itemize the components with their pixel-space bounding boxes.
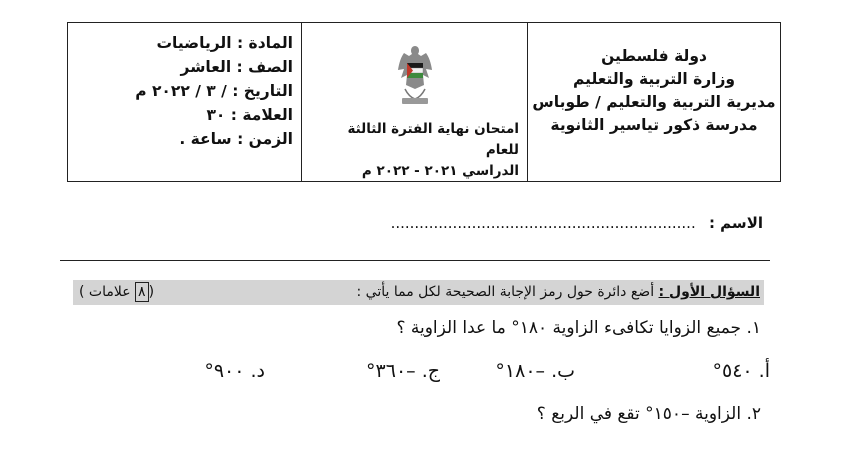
option-d[interactable]: د. ٩٠٠°: [204, 360, 265, 382]
header-state-name: دولة فلسطين: [601, 47, 707, 65]
header-subject-cell: [68, 23, 301, 181]
subject-line: المادة : الرياضيات: [156, 34, 293, 52]
palestine-eagle-emblem-icon: [390, 43, 440, 109]
header-ministry-name: وزارة التربية والتعليم: [572, 70, 736, 88]
header-ministry-cell: [527, 23, 780, 181]
student-name-row: [380, 214, 763, 232]
time-line: الزمن : ساعة .: [179, 130, 293, 148]
grade-line: الصف : العاشر: [180, 58, 293, 76]
header-school-name: مدرسة ذكور تياسير الثانوية: [550, 116, 758, 134]
marks-open-paren: (: [148, 284, 155, 300]
date-line: التاريخ : / ٣ / ٢٠٢٢ م: [135, 82, 293, 100]
question-one-instruction: أضع دائرة حول رمز الإجابة الصحيحة لكل مما يأتي :: [356, 284, 655, 300]
mark-line: العلامة : ٣٠: [206, 106, 293, 124]
name-fill-line[interactable]: ................................................................: [390, 214, 696, 232]
question-item-2: ٢. الزاوية –١٥٠° تقع في الربع ؟: [536, 404, 761, 424]
name-label: الاسم :: [708, 214, 763, 232]
question-one-marks: [79, 280, 154, 305]
question-one-title: السؤال الأول :: [658, 284, 760, 300]
header-directorate-name: مديرية التربية والتعليم / طوباس: [532, 93, 776, 111]
exam-year-line: الدراسي ٢٠٢١ - ٢٠٢٢ م: [361, 163, 519, 179]
marks-text: علامات ): [79, 284, 131, 300]
marks-number-box: ٨: [135, 282, 149, 302]
option-c[interactable]: ج. –٣٦٠°: [366, 360, 440, 382]
option-a[interactable]: أ. ٥٤٠°: [712, 360, 770, 382]
header-exam-cell: [301, 23, 527, 181]
question-item-1-options: [90, 360, 770, 390]
question-one-header: [73, 280, 764, 305]
option-b[interactable]: ب. –١٨٠°: [495, 360, 575, 382]
section-divider: [60, 260, 770, 261]
exam-title-line: امتحان نهاية الفترة الثالثة للعام: [347, 121, 519, 158]
exam-header-table: [67, 22, 781, 182]
question-item-1: ١. جميع الزوايا تكافىء الزاوية ١٨٠° ما عدا الزاوية ؟: [396, 318, 761, 338]
